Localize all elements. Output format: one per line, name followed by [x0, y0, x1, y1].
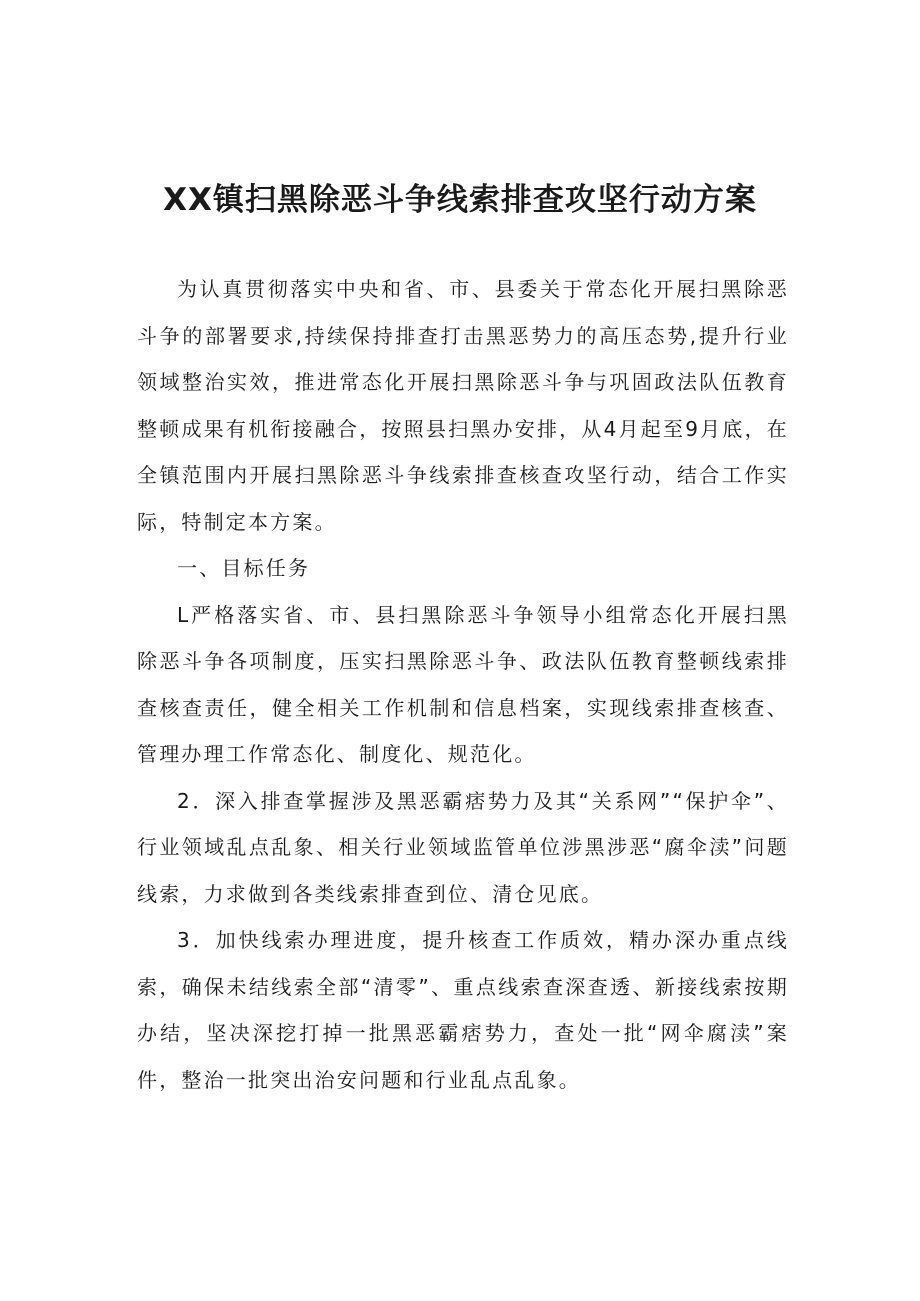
goal-item-3: 3．加快线索办理进度，提升核查工作质效，精办深办重点线索，确保未结线索全部“清零”、重点线索查深查透、新接线索按期办结，坚决深挖打掉一批黑恶霸痞势力，查处一批“网伞腐渎”案件，整治一批突出治安问题和行业乱点乱象。	[137, 928, 789, 1092]
goal-item-1: L严格落实省、市、县扫黑除恶斗争领导小组常态化开展扫黑除恶斗争各项制度，压实扫黑除恶斗争、政法队伍教育整顿线索排查核查责任，健全相关工作机制和信息档案，实现线索排查核查、管理办理工作常态化、制度化、规范化。	[137, 602, 789, 766]
document-title: XX镇扫黑除恶斗争线索排查攻坚行动方案	[163, 182, 757, 218]
intro-paragraph: 为认真贯彻落实中央和省、市、县委关于常态化开展扫黑除恶斗争的部署要求,持续保持排查打击黑恶势力的高压态势,提升行业领域整治实效，推进常态化开展扫黑除恶斗争与巩固政法队伍教育整顿成果有机衔接融合，按照县扫黑办安排，从4月起至9月底，在全镇范围内开展扫黑除恶斗争线索排查核查攻坚行动，结合工作实际，特制定本方案。	[137, 277, 789, 534]
goal-item-2: 2．深入排查掌握涉及黑恶霸痞势力及其“关系网”“保护伞”、行业领域乱点乱象、相关行业领域监管单位涉黑涉恶“腐伞渎”问题线索，力求做到各类线索排查到位、清仓见底。	[137, 788, 789, 906]
document-body	[137, 266, 789, 1103]
section-heading-goals: 一、目标任务	[177, 556, 311, 580]
